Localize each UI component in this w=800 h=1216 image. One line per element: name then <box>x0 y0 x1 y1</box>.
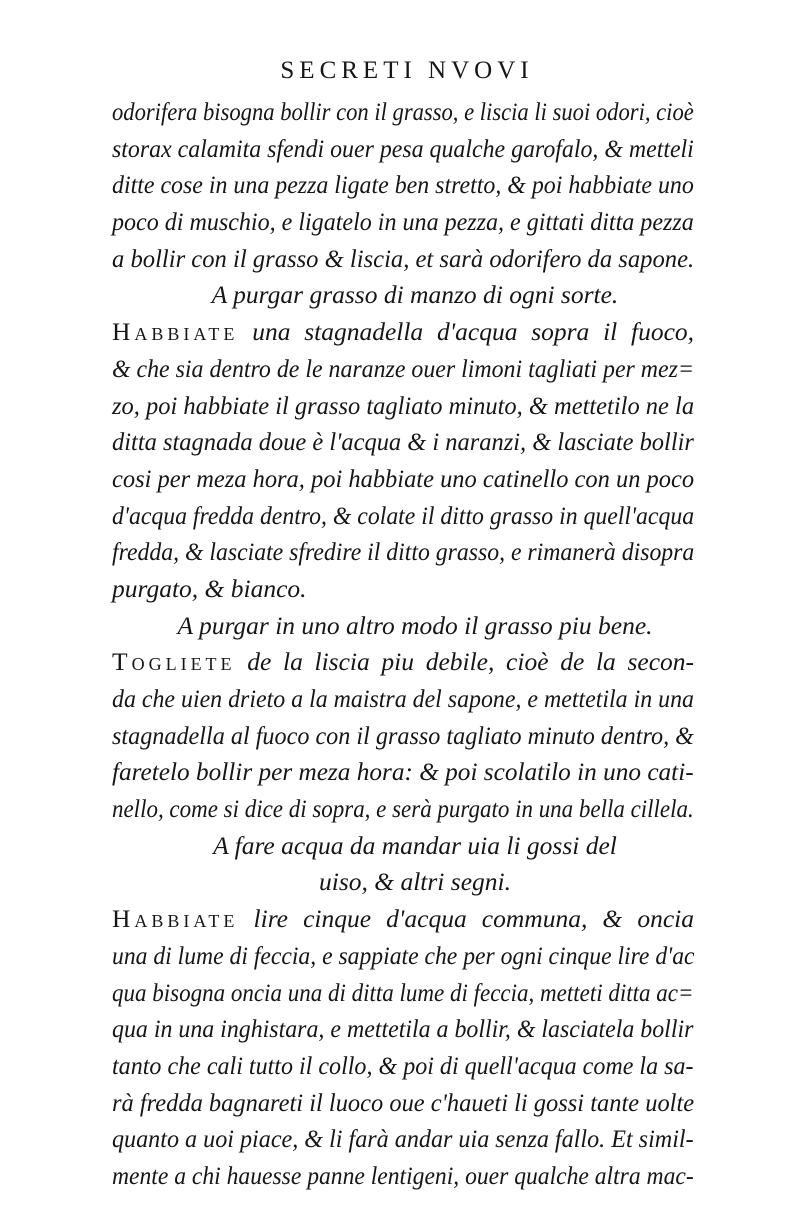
line-text: tanto che cali tutto il collo, & poi di quell'acqua come la sa- <box>112 1050 694 1080</box>
text-line <box>112 644 694 681</box>
text-line <box>112 571 694 608</box>
paragraph-lead-word: Habbiate <box>112 317 239 347</box>
line-text: ditta stagnada doue è l'acqua & i naranzi, & lasciate bollir <box>112 427 694 457</box>
line-text: da che uien drieto a la maistra del sapone, e mettetila in una <box>112 684 694 713</box>
section-heading <box>112 864 694 901</box>
line-text: stagnadella al fuoco con il grasso tagliato minuto dentro, & <box>112 720 694 750</box>
text-line <box>112 938 695 975</box>
line-text: cosi per meza hora, poi habbiate uno catinello con un poco <box>112 463 695 493</box>
line-text: ditte cose in una pezza ligate ben stretto, & poi habbiate uno <box>112 170 694 200</box>
text-line <box>112 461 695 498</box>
line-text: fredda, & lasciate sfredire il ditto grasso, e rimanerà disopra <box>112 537 695 567</box>
running-head: SECRETI NVOVI <box>280 57 534 84</box>
section-heading <box>112 608 694 645</box>
line-text: poco di muschio, e ligatelo in una pezza, e gittati ditta pezza <box>112 207 694 237</box>
text-line <box>112 718 694 755</box>
text-line <box>112 534 695 571</box>
line-text: odorifera bisogna bollir con il grasso, e liscia li suoi odori, cioè <box>112 97 694 126</box>
line-text: una di lume di feccia, e sappiate che per ogni cinque lire d'ac <box>112 940 695 970</box>
line-text: A purgar grasso di manzo di ogni sorte. <box>211 280 619 310</box>
line-text: a bollir con il grasso & liscia, et sarà odorifero da sapone. <box>112 243 695 273</box>
line-text: faretelo bollir per meza hora: & poi scolatilo in uno cati- <box>112 757 694 787</box>
text-line <box>112 424 694 461</box>
text-line <box>112 498 695 535</box>
line-text: nello, come si dice di sopra, e serà purgato in una bella cillela. <box>112 794 694 824</box>
text-line <box>112 241 695 278</box>
line-text: lire cinque d'acqua communa, & oncia <box>253 904 695 934</box>
line-text: storax calamita sfendi ouer pesa qualche garofalo, & metteli <box>112 133 694 163</box>
line-text: d'acqua fredda dentro, & colate il ditto grasso in quell'acqua <box>112 500 695 530</box>
line-text: zo, poi habbiate il grasso tagliato minuto, & mettetilo ne la <box>112 390 695 420</box>
body-text <box>112 94 694 1195</box>
line-text: qua in una inghistara, e mettetila a bollir, & lasciatela bollir <box>112 1014 694 1044</box>
text-line <box>112 754 694 791</box>
line-text: A purgar in uno altro modo il grasso piu bene. <box>177 610 653 640</box>
paragraph-lead-word: Togliete <box>112 647 236 677</box>
text-line <box>112 94 694 131</box>
text-line <box>112 975 694 1012</box>
line-text: rà fredda bagnareti il luoco oue c'haueti li gossi tante uolte <box>112 1087 695 1117</box>
text-line <box>112 1048 694 1085</box>
text-line <box>112 1011 694 1048</box>
text-line <box>112 131 694 168</box>
paragraph-lead-word: Habbiate <box>112 904 239 934</box>
text-line <box>112 1085 695 1122</box>
text-line <box>112 1121 694 1158</box>
section-heading <box>112 277 694 314</box>
text-line <box>112 791 694 828</box>
section-heading <box>112 828 694 865</box>
line-text: A fare acqua da mandar uia li gossi del <box>213 830 617 860</box>
text-line <box>112 204 694 241</box>
text-line <box>112 1158 694 1195</box>
line-text: quanto a uoi piace, & li farà andar uia senza fallo. Et simil- <box>112 1124 694 1154</box>
text-line <box>112 901 694 938</box>
line-text: de la liscia piu debile, cioè de la secon- <box>247 647 695 677</box>
line-text: qua bisogna oncia una di ditta lume di feccia, metteti ditta ac= <box>112 977 694 1007</box>
text-line <box>112 388 695 425</box>
text-line <box>112 314 694 351</box>
line-text: una stagnadella d'acqua sopra il fuoco, <box>252 317 695 347</box>
line-text: uiso, & altri segni. <box>319 867 511 897</box>
line-text: purgato, & bianco. <box>112 573 307 603</box>
text-line <box>112 167 694 204</box>
line-text: mente a chi hauesse panne lentigeni, ouer qualche altra mac- <box>112 1160 694 1190</box>
text-line <box>112 351 695 388</box>
text-line <box>112 681 694 718</box>
line-text: & che sia dentro de le naranze ouer limoni tagliati per mez= <box>112 353 695 383</box>
